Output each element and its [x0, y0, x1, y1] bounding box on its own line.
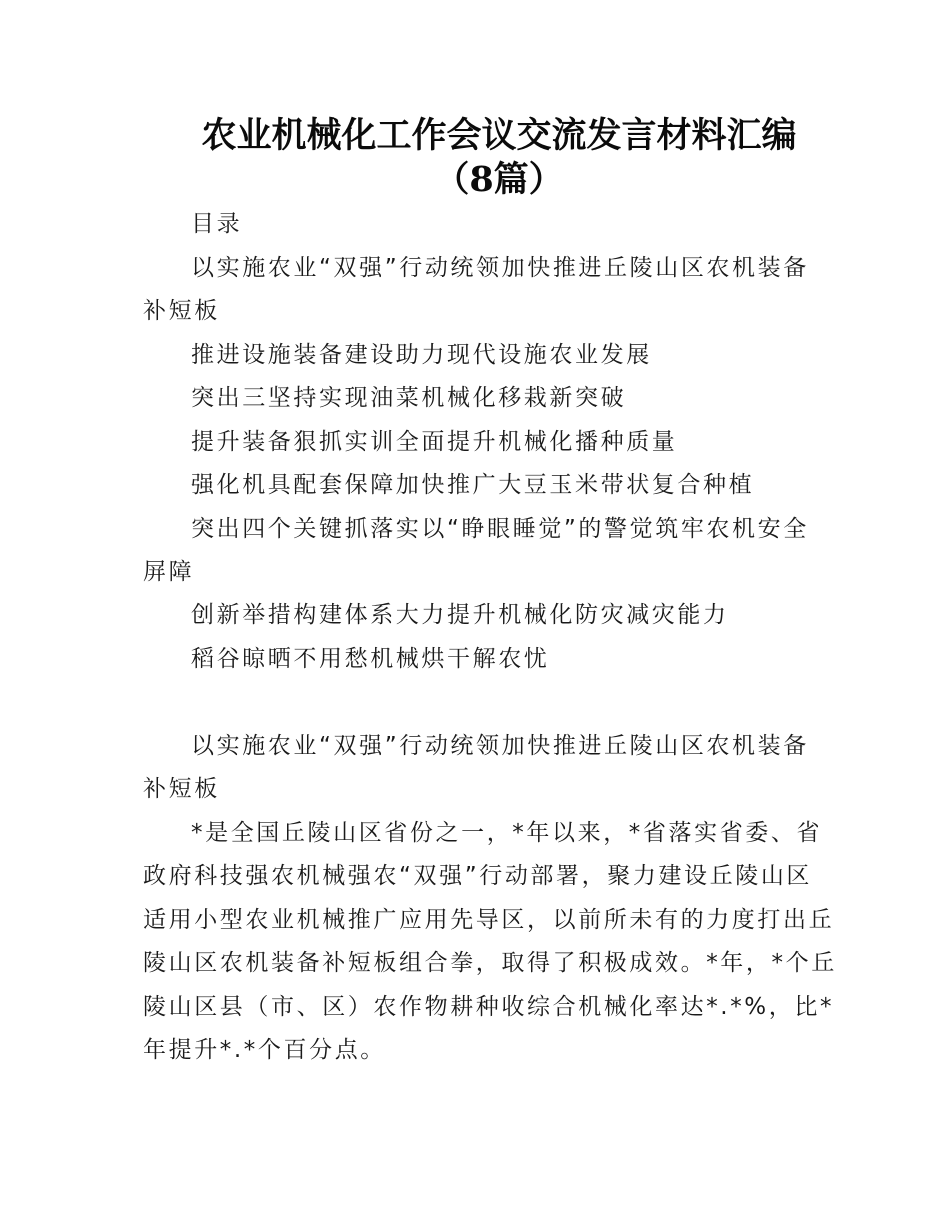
paragraph-line-2: 政府科技强农机械强农“双强”行动部署，聚力建设丘陵山区 [143, 863, 813, 889]
paragraph-line-3: 适用小型农业机械推广应用先导区，以前所未有的力度打出丘 [143, 907, 835, 933]
paragraph-line-5: 陵山区县（市、区）农作物耕种收综合机械化率达*.*%，比* [143, 994, 835, 1020]
toc-item-6: 突出四个关键抓落实以“睁眼睡觉”的警觉筑牢农机安全 [191, 516, 809, 542]
toc-item-2: 推进设施装备建设助力现代设施农业发展 [191, 342, 652, 368]
toc-heading: 目录 [191, 211, 243, 237]
toc-item-6-continued: 屏障 [143, 559, 195, 585]
toc-item-7: 创新举措构建体系大力提升机械化防灾减灾能力 [191, 602, 729, 628]
document-subtitle: （8篇） [434, 159, 564, 200]
toc-item-4: 提升装备狠抓实训全面提升机械化播种质量 [191, 429, 678, 455]
paragraph-line-1: *是全国丘陵山区省份之一，*年以来，*省落实省委、省 [191, 820, 823, 846]
toc-item-3: 突出三坚持实现油菜机械化移栽新突破 [191, 385, 627, 411]
paragraph-line-6: 年提升*.*个百分点。 [143, 1037, 386, 1063]
paragraph-line-4: 陵山区农机装备补短板组合拳，取得了积极成效。*年，*个丘 [143, 950, 837, 976]
toc-item-1-continued: 补短板 [143, 298, 220, 324]
toc-item-8: 稻谷晾晒不用愁机械烘干解农忧 [191, 646, 550, 672]
document-title: 农业机械化工作会议交流发言材料汇编 [201, 115, 797, 156]
section-title: 以实施农业“双强”行动统领加快推进丘陵山区农机装备 [191, 733, 809, 759]
toc-item-1: 以实施农业“双强”行动统领加快推进丘陵山区农机装备 [191, 255, 809, 281]
section-title-continued: 补短板 [143, 776, 220, 802]
toc-item-5: 强化机具配套保障加快推广大豆玉米带状复合种植 [191, 472, 755, 498]
